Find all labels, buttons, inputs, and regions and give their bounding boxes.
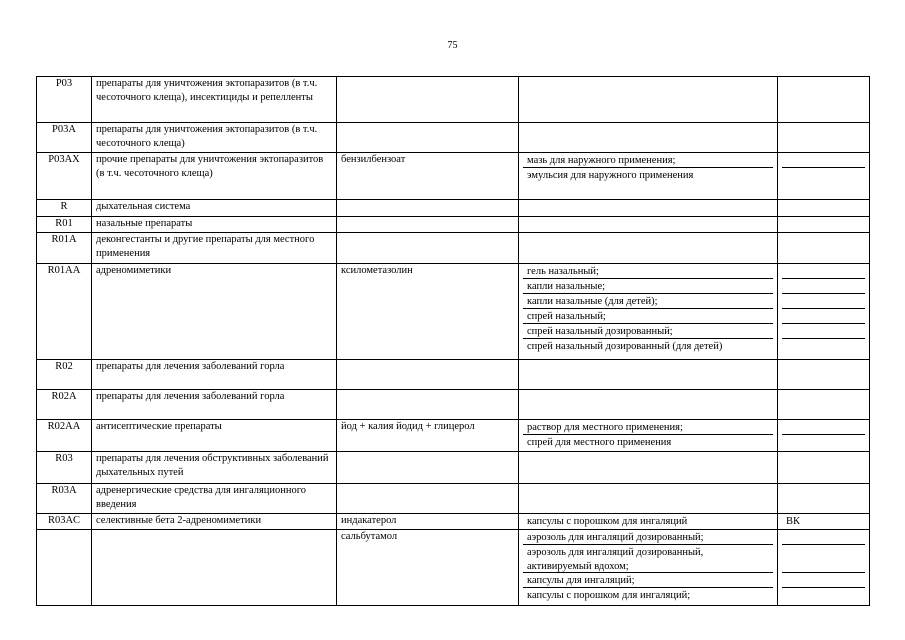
note-line — [782, 339, 865, 354]
atc-code: R01A — [37, 233, 92, 264]
dosage-form: спрей назальный дозированный; — [523, 324, 773, 339]
drug-inn: йод + калия йодид + глицерол — [337, 420, 519, 452]
atc-code: R03 — [37, 452, 92, 484]
table-row — [37, 217, 870, 233]
atc-code — [37, 530, 92, 606]
drug-inn: бензилбензоат — [337, 153, 519, 200]
atc-code: R02AA — [37, 420, 92, 452]
atc-code: R02A — [37, 390, 92, 420]
note-line — [782, 168, 865, 183]
dosage-form: спрей назальный дозированный (для детей) — [527, 341, 723, 352]
dosage-forms-cell — [519, 264, 778, 360]
dosage-form: спрей для местного применения — [527, 437, 672, 448]
dosage-form — [519, 123, 778, 153]
dosage-forms-cell — [519, 530, 778, 606]
table-row — [37, 420, 870, 452]
dosage-form: капсулы с порошком для ингаляций — [527, 516, 688, 527]
note-cell — [778, 77, 870, 123]
table-row — [37, 530, 870, 606]
page-number: 75 — [447, 40, 458, 51]
dosage-form — [519, 77, 778, 123]
drug-inn — [337, 123, 519, 153]
dosage-form: раствор для местного применения; — [523, 420, 773, 435]
note-line — [782, 530, 865, 545]
atc-code: P03AX — [37, 153, 92, 200]
note-cell — [778, 484, 870, 514]
dosage-form: аэрозоль для ингаляций дозированный, активируемый вдохом; — [523, 545, 773, 573]
note-cell — [778, 200, 870, 217]
atc-code: R03AC — [37, 514, 92, 530]
drug-inn — [337, 360, 519, 390]
note-line — [782, 573, 865, 588]
drug-inn — [337, 217, 519, 233]
dosage-form: эмульсия для наружного применения — [527, 170, 694, 181]
note-cell — [778, 233, 870, 264]
drug-inn — [337, 200, 519, 217]
note-cell — [778, 514, 870, 530]
note-line — [782, 420, 865, 435]
atc-group-name: антисептические препараты — [92, 420, 337, 452]
drug-inn: индакатерол — [337, 514, 519, 530]
dosage-form: спрей назальный; — [523, 309, 773, 324]
note-cell — [778, 420, 870, 452]
dosage-form: капсулы с порошком для ингаляций; — [527, 590, 691, 601]
drug-inn — [337, 77, 519, 123]
note-line — [782, 294, 865, 309]
dosage-form — [519, 360, 778, 390]
table-row — [37, 77, 870, 123]
atc-group-name: препараты для лечения обструктивных заболеваний дыхательных путей — [92, 452, 337, 484]
note-cell — [778, 264, 870, 360]
note-cell — [778, 217, 870, 233]
dosage-form: аэрозоль для ингаляций дозированный; — [523, 530, 773, 545]
drug-inn — [337, 233, 519, 264]
atc-group-name: назальные препараты — [92, 217, 337, 233]
dosage-form: капли назальные (для детей); — [523, 294, 773, 309]
table-row — [37, 123, 870, 153]
atc-code: R03A — [37, 484, 92, 514]
atc-group-name: прочие препараты для уничтожения эктопаразитов (в т.ч. чесоточного клеща) — [92, 153, 337, 200]
atc-code: R01 — [37, 217, 92, 233]
atc-code: R — [37, 200, 92, 217]
atc-code: R02 — [37, 360, 92, 390]
atc-group-name: деконгестанты и другие препараты для местного применения — [92, 233, 337, 264]
atc-group-name: дыхательная система — [92, 200, 337, 217]
note-line — [782, 264, 865, 279]
table-row — [37, 514, 870, 530]
note-cell — [778, 153, 870, 200]
drug-list-table — [36, 76, 870, 606]
table-row — [37, 452, 870, 484]
dosage-form — [519, 484, 778, 514]
table-row — [37, 233, 870, 264]
dosage-forms-cell — [519, 420, 778, 452]
atc-group-name: препараты для лечения заболеваний горла — [92, 390, 337, 420]
drug-inn — [337, 484, 519, 514]
dosage-form — [519, 233, 778, 264]
note-line — [782, 588, 865, 603]
atc-code: P03 — [37, 77, 92, 123]
dosage-form: гель назальный; — [523, 264, 773, 279]
dosage-forms-cell — [519, 153, 778, 200]
dosage-form: капли назальные; — [523, 279, 773, 294]
table-row — [37, 153, 870, 200]
dosage-form — [519, 452, 778, 484]
note-cell — [778, 530, 870, 606]
note-line — [782, 435, 865, 450]
table-row — [37, 484, 870, 514]
atc-group-name: селективные бета 2-адреномиметики — [92, 514, 337, 530]
atc-group-name: адреномиметики — [92, 264, 337, 360]
atc-group-name — [92, 530, 337, 606]
dosage-form — [519, 200, 778, 217]
note-line — [782, 309, 865, 324]
dosage-forms-cell — [519, 514, 778, 530]
dosage-form — [519, 217, 778, 233]
note-line — [782, 545, 865, 573]
atc-group-name: препараты для лечения заболеваний горла — [92, 360, 337, 390]
note-cell — [778, 390, 870, 420]
note-line — [782, 279, 865, 294]
note-line — [782, 153, 865, 168]
drug-inn — [337, 452, 519, 484]
atc-group-name: препараты для уничтожения эктопаразитов (в т.ч. чесоточного клеща), инсектициды и репелленты — [92, 77, 337, 123]
atc-code: P03A — [37, 123, 92, 153]
dosage-form: капсулы для ингаляций; — [523, 573, 773, 588]
note-cell — [778, 123, 870, 153]
drug-inn: сальбутамол — [337, 530, 519, 606]
atc-code: R01AA — [37, 264, 92, 360]
table-row — [37, 264, 870, 360]
table-row — [37, 390, 870, 420]
drug-inn: ксилометазолин — [337, 264, 519, 360]
table-row — [37, 360, 870, 390]
dosage-form — [519, 390, 778, 420]
atc-group-name: препараты для уничтожения эктопаразитов (в т.ч. чесоточного клеща) — [92, 123, 337, 153]
note-line — [782, 324, 865, 339]
drug-inn — [337, 390, 519, 420]
note-cell — [778, 452, 870, 484]
note-vk: ВК — [786, 516, 801, 527]
dosage-form: мазь для наружного применения; — [523, 153, 773, 168]
atc-group-name: адренергические средства для ингаляционного введения — [92, 484, 337, 514]
table-row — [37, 200, 870, 217]
note-cell — [778, 360, 870, 390]
